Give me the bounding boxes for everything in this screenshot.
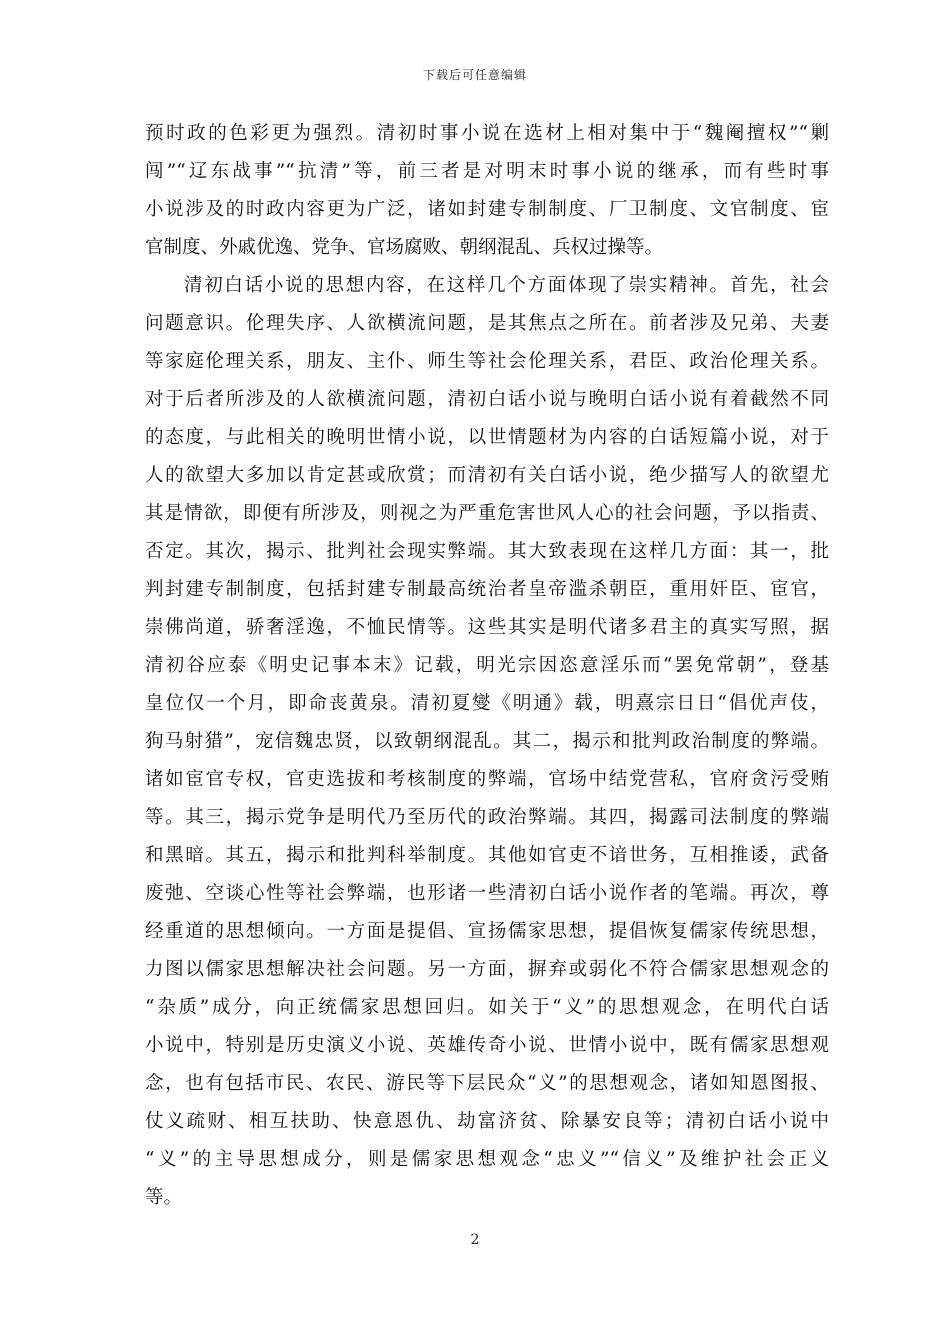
text-line: “杂质”成分，向正统儒家思想回归。如关于“义”的思想观念，在明代白话 bbox=[145, 997, 829, 1018]
text-line: 否定。其次，揭示、批判社会现实弊端。其大致表现在这样几方面：其一，批 bbox=[145, 541, 829, 562]
text-line: 经重道的思想倾向。一方面是提倡、宣扬儒家思想，提倡恢复儒家传统思想， bbox=[145, 921, 829, 942]
text-line: 崇佛尚道，骄奢淫逸，不恤民情等。这些其实是明代诸多君主的真实写照，据 bbox=[145, 617, 829, 638]
text-line: “义”的主导思想成分，则是儒家思想观念“忠义”“信义”及维护社会正义 bbox=[145, 1149, 829, 1170]
text-line: 官制度、外戚优逸、党争、官场腐败、朝纲混乱、兵权过操等。 bbox=[145, 237, 664, 258]
text-line: 等。 bbox=[145, 1187, 183, 1208]
document-body bbox=[145, 115, 829, 1217]
text-line: 等家庭伦理关系，朋友、主仆、师生等社会伦理关系，君臣、政治伦理关系。 bbox=[145, 351, 829, 372]
text-line: 等。其三，揭示党争是明代乃至历代的政治弊端。其四，揭露司法制度的弊端 bbox=[145, 807, 829, 828]
text-line: 预时政的色彩更为强烈。清初时事小说在选材上相对集中于“魏阉擅权”“剿 bbox=[145, 123, 829, 144]
text-line: 仗义疏财、相互扶助、快意恩仇、劫富济贫、除暴安良等；清初白话小说中 bbox=[145, 1111, 829, 1132]
text-line: 对于后者所涉及的人欲横流问题，清初白话小说与晚明白话小说有着截然不同 bbox=[145, 389, 829, 410]
paragraph bbox=[145, 115, 829, 267]
text-line: 人的欲望大多加以肯定甚或欣赏；而清初有关白话小说，绝少描写人的欲望尤 bbox=[145, 465, 829, 486]
text-line: 力图以儒家思想解决社会问题。另一方面，摒弃或弱化不符合儒家思想观念的 bbox=[145, 959, 829, 980]
text-line: 问题意识。伦理失序、人欲横流问题，是其焦点之所在。前者涉及兄弟、夫妻 bbox=[145, 313, 829, 334]
text-line: 皇位仅一个月，即命丧黄泉。清初夏燮《明通》载，明熹宗日日“倡优声伎， bbox=[145, 693, 829, 714]
text-line: 判封建专制制度，包括封建专制最高统治者皇帝滥杀朝臣，重用奸臣、宦官， bbox=[145, 579, 829, 600]
text-line: 小说涉及的时政内容更为广泛，诸如封建专制制度、厂卫制度、文官制度、宦 bbox=[145, 199, 829, 220]
page-number: 2 bbox=[470, 1232, 480, 1248]
text-line: 的态度，与此相关的晚明世情小说，以世情题材为内容的白话短篇小说，对于 bbox=[145, 427, 829, 448]
text-line: 废弛、空谈心性等社会弊端，也形诸一些清初白话小说作者的笔端。再次，尊 bbox=[145, 883, 829, 904]
text-line: 清初谷应泰《明史记事本末》记载，明光宗因恣意淫乐而“罢免常朝”，登基 bbox=[145, 655, 829, 676]
text-line: 其是情欲，即便有所涉及，则视之为严重危害世风人心的社会问题，予以指责、 bbox=[145, 503, 829, 524]
page-header: 下载后可任意编辑 bbox=[422, 68, 527, 82]
text-line: 清初白话小说的思想内容，在这样几个方面体现了崇实精神。首先，社会 bbox=[184, 275, 829, 296]
text-line: 念，也有包括市民、农民、游民等下层民众“义”的思想观念，诸如知恩图报、 bbox=[145, 1073, 829, 1094]
text-line: 闯”“辽东战事”“抗清”等，前三者是对明末时事小说的继承，而有些时事 bbox=[145, 161, 829, 182]
paragraph bbox=[145, 267, 829, 1217]
text-line: 狗马射猎”，宠信魏忠贤，以致朝纲混乱。其二，揭示和批判政治制度的弊端。 bbox=[145, 731, 829, 752]
text-line: 诸如宦官专权，官吏选拔和考核制度的弊端，官场中结党营私，官府贪污受贿 bbox=[145, 769, 829, 790]
text-line: 和黑暗。其五，揭示和批判科举制度。其他如官吏不谙世务，互相推诿，武备 bbox=[145, 845, 829, 866]
text-line: 小说中，特别是历史演义小说、英雄传奇小说、世情小说中，既有儒家思想观 bbox=[145, 1035, 829, 1056]
